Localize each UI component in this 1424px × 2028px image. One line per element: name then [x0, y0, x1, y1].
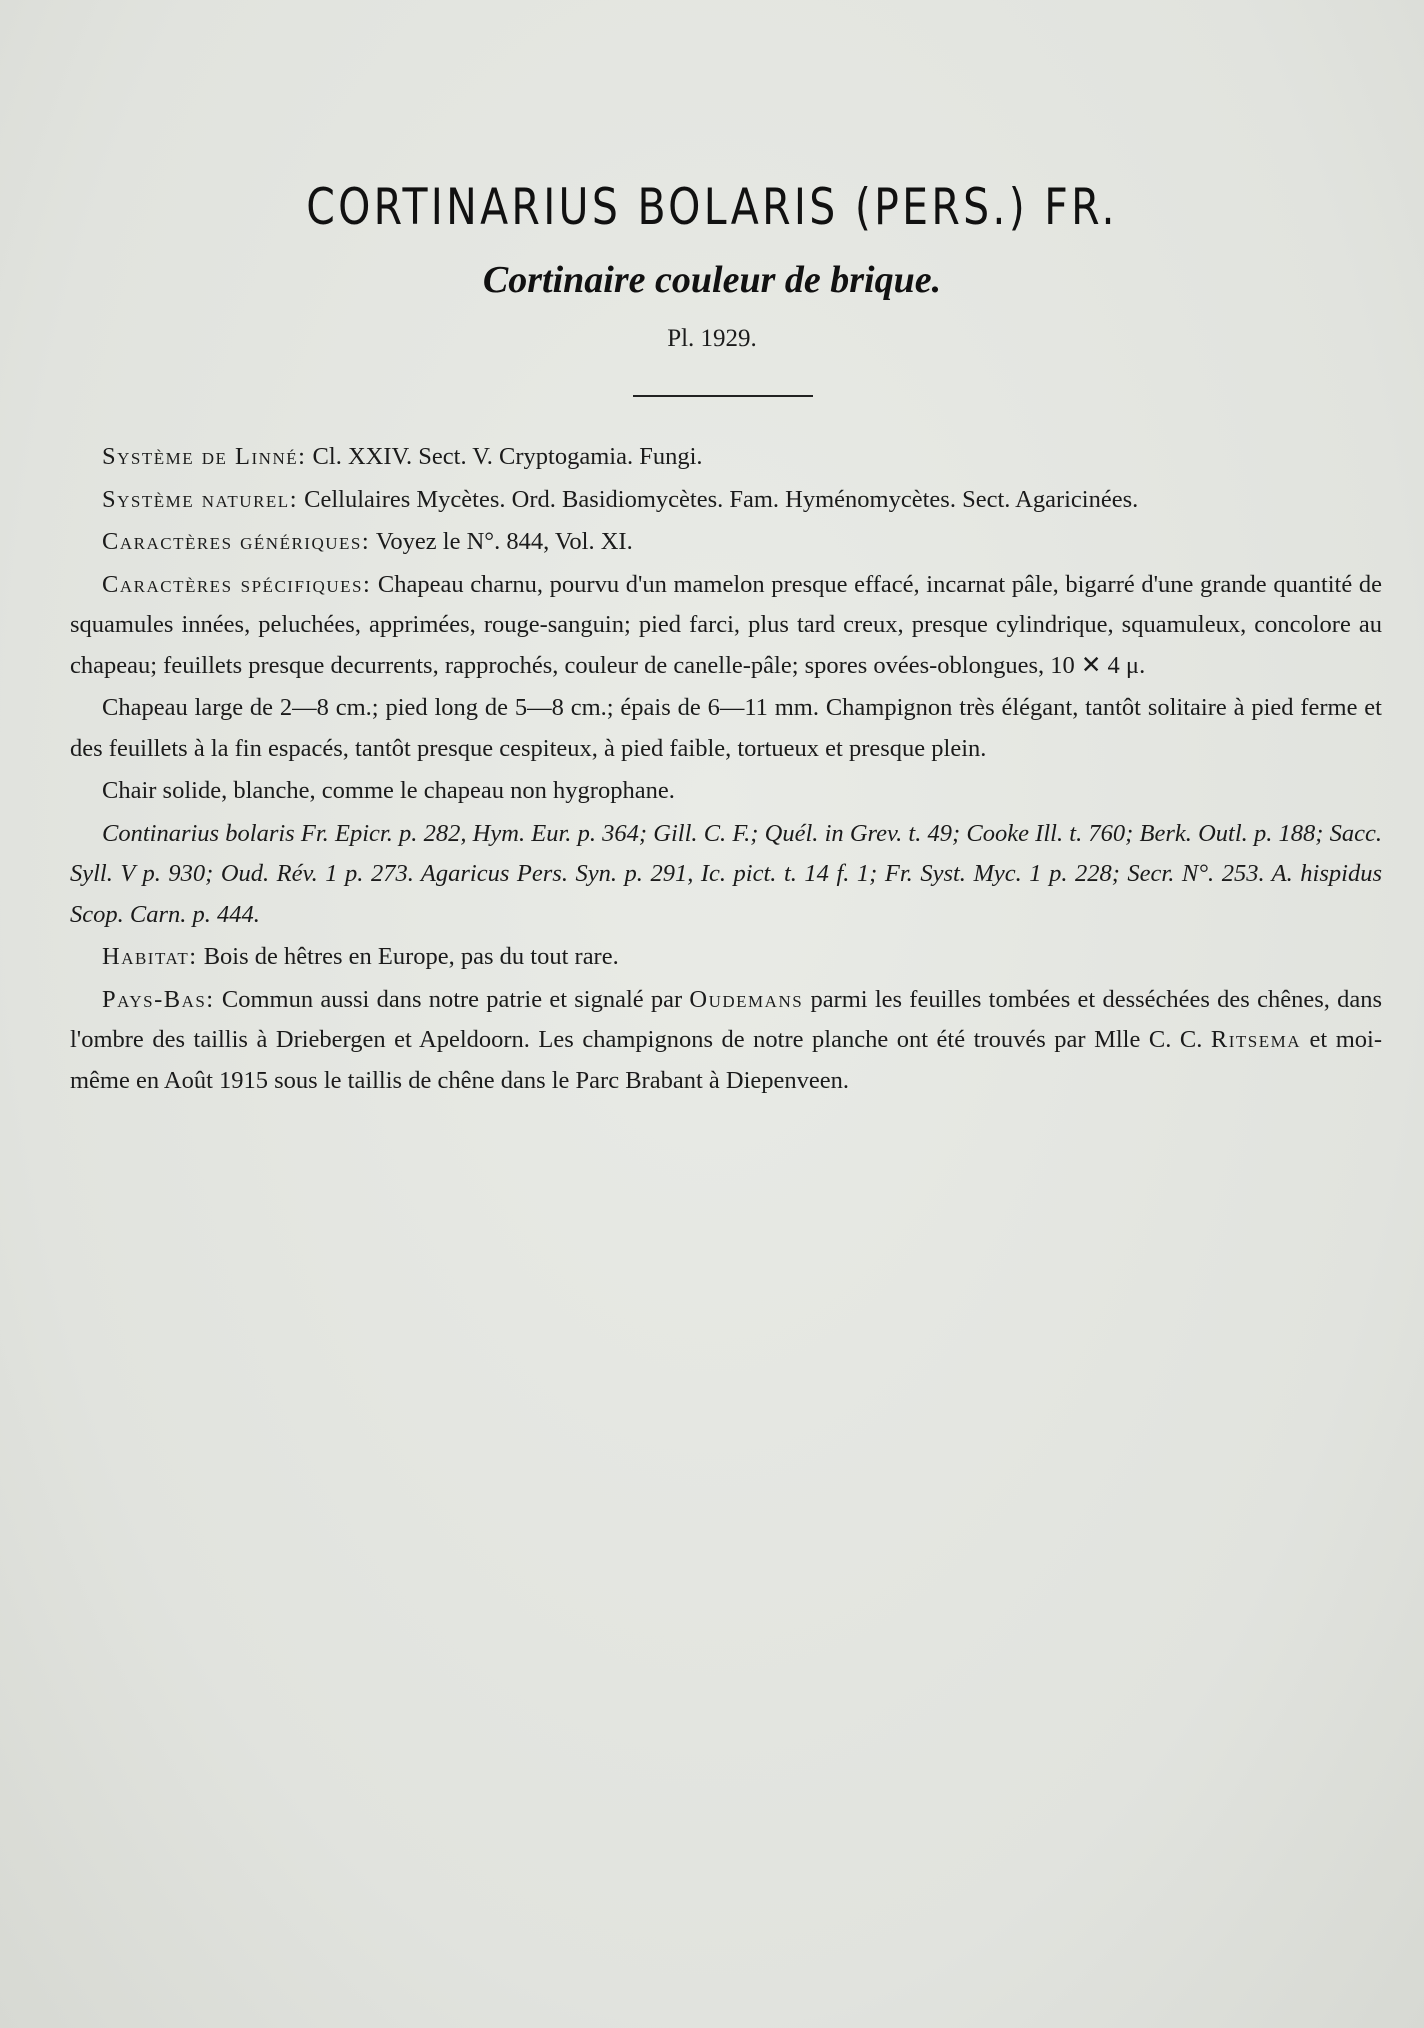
systeme-linne-label: Système de Linné:: [102, 443, 307, 470]
pays-bas-text-3: et moi-même en Août 1915 sous le taillis de chêne dans le Parc Brabant à Diepenveen.: [70, 1026, 1382, 1094]
pays-bas-text-1: Commun aussi dans notre patrie et signalé par: [221, 985, 683, 1013]
oudemans-name: Oudemans: [689, 985, 804, 1013]
common-name: Cortinaire couleur de brique.: [482, 259, 942, 301]
chair-paragraph: Chair solide, blanche, comme le chapeau non hygrophane.: [102, 777, 675, 804]
references-paragraph: Continarius bolaris Fr. Epicr. p. 282, Hym. Eur. p. 364; Gill. C. F.; Quél. in Grev. t. 49; Cooke Ill. t. 760; Berk. Outl. p. 188; Sacc. Syll. V p. 930; Oud. Rév. 1 p. 273. Agaricus Pers. Syn. p. 291, Ic. pict. t. 14 f. 1; Fr. Syst. Myc. 1 p. 228; Secr. N°. 253. A. hispidus Scop. Carn. p. 444.: [70, 819, 1382, 928]
pays-bas-paragraph: [70, 980, 1382, 1102]
description-body: [70, 437, 1382, 1103]
caracteres-specifiques-label: Caractères spécifiques:: [102, 570, 372, 598]
habitat-text: Bois de hêtres en Europe, pas du tout rare.: [203, 943, 619, 970]
plate-number: Pl. 1929.: [667, 325, 757, 352]
systeme-naturel-label: Système naturel:: [102, 485, 298, 513]
caracteres-generiques-text: Voyez le N°. 844, Vol. XI.: [375, 528, 633, 555]
pays-bas-text-2: parmi les feuilles tombées et desséchées des chênes, dans l'ombre des taillis à Driebergen et Apeldoorn. Les champignons de notre planche ont été trouvés par Mlle C. C.: [70, 985, 1383, 1053]
systeme-naturel-paragraph: [70, 480, 1382, 521]
caracteres-specifiques-text: Chapeau charnu, pourvu d'un mamelon presque effacé, incarnat pâle, bigarré d'une grande quantité de squamules innées, peluchées, apprimées, rouge-sanguin; pied farci, plus tard creux, presque cylindrique, squamuleux, concolore au chapeau; feuillets presque decurrents, rapprochés, couleur de canelle-pâle; spores ovées-oblongues, 10 ✕ 4 μ.: [70, 570, 1382, 679]
ritsema-name: Ritsema: [1210, 1026, 1301, 1053]
caracteres-generiques-paragraph: [70, 522, 1382, 563]
caracteres-generiques-label: Caractères génériques:: [102, 528, 371, 555]
caracteres-specifiques-paragraph: [70, 565, 1382, 687]
habitat-label: Habitat:: [102, 943, 198, 970]
title-divider: [633, 395, 813, 397]
systeme-naturel-text: Cellulaires Mycètes. Ord. Basidiomycètes. Fam. Hyménomycètes. Sect. Agaricinées.: [304, 485, 1139, 513]
systeme-linne-paragraph: [70, 437, 1382, 478]
dimensions-paragraph: Chapeau large de 2—8 cm.; pied long de 5—8 cm.; épais de 6—11 mm. Champignon très élégant, tantôt solitaire à pied ferme et des feuillets à la fin espacés, tantôt presque cespiteux, à pied faible, tortueux et presque plein.: [70, 694, 1382, 762]
habitat-paragraph: [70, 937, 1382, 978]
pays-bas-label: Pays-Bas:: [102, 985, 215, 1013]
systeme-linne-text: Cl. XXIV. Sect. V. Cryptogamia. Fungi.: [312, 443, 703, 470]
species-title: CORTINARIUS BOLARIS (PERS.) FR.: [306, 178, 1118, 236]
